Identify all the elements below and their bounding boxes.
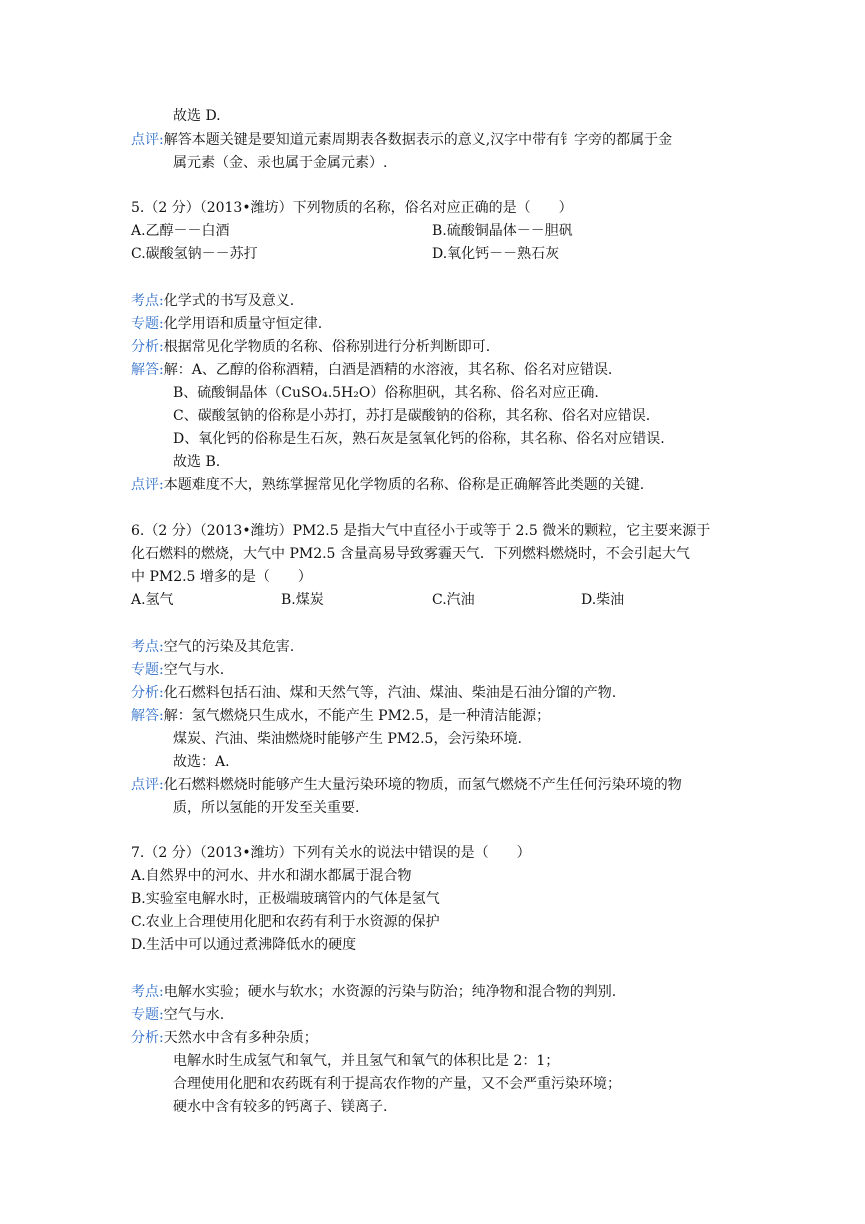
q5-option-c: C.碳酸氢钠－－苏打 (131, 246, 258, 262)
q6-option-c: C.汽油 (432, 592, 475, 608)
q6-jieda-text-1: 解：氢气燃烧只生成水，不能产生 PM2.5，是一种清洁能源； (163, 708, 551, 724)
q5-dianping-text: 本题难度不大，熟练掌握常见化学物质的名称、俗称是正确解答此类题的关键. (163, 477, 645, 493)
q5-jieda-line-4: D、氧化钙的俗称是生石灰，熟石灰是氢氧化钙的俗称，其名称、俗名对应错误. (173, 431, 665, 447)
q6-fenxi-text: 化石燃料包括石油、煤和天然气等，汽油、煤油、柴油是石油分馏的产物. (163, 685, 617, 701)
q6-jieda-line-3: 故选：A. (173, 754, 230, 770)
q6-option-b: B.煤炭 (281, 592, 324, 608)
q4-comment-line-2: 属元素（金、汞也属于金属元素）. (173, 155, 388, 171)
q5-jieda-line-5: 故选 B. (173, 454, 221, 470)
q6-zhuanti (131, 660, 224, 680)
q7-fenxi-line-4: 硬水中含有较多的钙离子、镁离子. (173, 1099, 388, 1115)
q6-option-d: D.柴油 (581, 592, 625, 608)
q7-fenxi-line-3: 合理使用化肥和农药既有利于提高农作物的产量，又不会严重污染环境； (173, 1076, 621, 1092)
label-zhuanti: 专题: (131, 662, 164, 678)
q7-kaodian-text: 电解水实验；硬水与软水；水资源的污染与防治；纯净物和混合物的判别. (163, 984, 617, 1000)
q6-kaodian-text: 空气的污染及其危害. (163, 639, 295, 655)
q5-jieda (131, 360, 612, 380)
q5-jieda-text-1: 解：A、乙醇的俗称酒精，白酒是酒精的水溶液，其名称、俗名对应错误. (163, 362, 613, 378)
label-kaodian: 考点: (131, 639, 164, 655)
q6-kaodian (131, 637, 294, 657)
q7-option-c: C.农业上合理使用化肥和农药有利于水资源的保护 (131, 914, 440, 930)
q5-option-a: A.乙醇－－白酒 (131, 223, 230, 239)
label-jieda: 解答: (131, 362, 164, 378)
q7-fenxi (131, 1028, 318, 1048)
label-jieda: 解答: (131, 708, 164, 724)
q4-comment-text-1: 解答本题关键是要知道元素周期表各数据表示的意义,汉字中带有钅字旁的都属于金 (163, 132, 673, 148)
q5-stem: 5.（2 分）（2013•潍坊）下列物质的名称，俗名对应正确的是（ ） (131, 200, 573, 216)
q6-option-a: A.氢气 (131, 592, 174, 608)
q6-stem-line-2: 化石燃料的燃烧，大气中 PM2.5 含量高易导致雾霾天气．下列燃料燃烧时，不会引起大气 (131, 546, 690, 562)
q5-jieda-line-2: B、硫酸铜晶体（CuSO₄.5H₂O）俗称胆矾，其名称、俗名对应正确. (173, 385, 599, 401)
q7-zhuanti (131, 1005, 224, 1025)
q5-kaodian-text: 化学式的书写及意义. (163, 293, 295, 309)
q5-option-d: D.氧化钙－－熟石灰 (432, 246, 560, 262)
q7-option-a: A.自然界中的河水、井水和湖水都属于混合物 (131, 868, 412, 884)
q6-dianping-line-2: 质，所以氢能的开发至关重要. (173, 800, 360, 816)
q5-option-b: B.硫酸铜晶体－－胆矾 (432, 223, 573, 239)
label-fenxi: 分析: (131, 1030, 164, 1046)
q4-answer: 故选 D. (173, 108, 221, 124)
label-fenxi: 分析: (131, 339, 164, 355)
q5-kaodian (131, 291, 294, 311)
q7-kaodian (131, 982, 616, 1002)
label-kaodian: 考点: (131, 293, 164, 309)
q6-dianping (131, 775, 682, 795)
q7-option-b: B.实验室电解水时，正极端玻璃管内的气体是氢气 (131, 891, 440, 907)
q6-zhuanti-text: 空气与水. (163, 662, 225, 678)
q6-dianping-text-1: 化石燃料燃烧时能够产生大量污染环境的物质，而氢气燃烧不产生任何污染环境的物 (163, 777, 682, 793)
label-dianping: 点评: (131, 132, 164, 148)
label-dianping: 点评: (131, 777, 164, 793)
label-zhuanti: 专题: (131, 316, 164, 332)
label-fenxi: 分析: (131, 685, 164, 701)
q5-zhuanti-text: 化学用语和质量守恒定律. (163, 316, 323, 332)
q7-stem: 7.（2 分）（2013•潍坊）下列有关水的说法中错误的是（ ） (131, 845, 531, 861)
q6-stem-line-3: 中 PM2.5 增多的是（ ） (131, 569, 312, 585)
q5-fenxi (131, 337, 490, 357)
q7-fenxi-text-1: 天然水中含有多种杂质； (163, 1030, 318, 1046)
q6-jieda-line-2: 煤炭、汽油、柴油燃烧时能够产生 PM2.5，会污染环境. (173, 731, 522, 747)
q6-fenxi (131, 683, 616, 703)
q5-jieda-line-3: C、碳酸氢钠的俗称是小苏打，苏打是碳酸钠的俗称，其名称、俗名对应错误. (173, 408, 651, 424)
q7-fenxi-line-2: 电解水时生成氢气和氧气，并且氢气和氧气的体积比是 2：1； (173, 1053, 560, 1069)
q5-zhuanti (131, 314, 322, 334)
q4-comment-line-1 (131, 130, 672, 150)
label-kaodian: 考点: (131, 984, 164, 1000)
q7-option-d: D.生活中可以通过煮沸降低水的硬度 (131, 937, 357, 953)
q6-stem-line-1: 6.（2 分）（2013•潍坊）PM2.5 是指大气中直径小于或等于 2.5 微米的颗粒，它主要来源于 (131, 523, 711, 539)
q5-dianping (131, 475, 644, 495)
q5-fenxi-text: 根据常见化学物质的名称、俗称别进行分析判断即可. (163, 339, 491, 355)
label-zhuanti: 专题: (131, 1007, 164, 1023)
q6-jieda (131, 706, 550, 726)
label-dianping: 点评: (131, 477, 164, 493)
q7-zhuanti-text: 空气与水. (163, 1007, 225, 1023)
